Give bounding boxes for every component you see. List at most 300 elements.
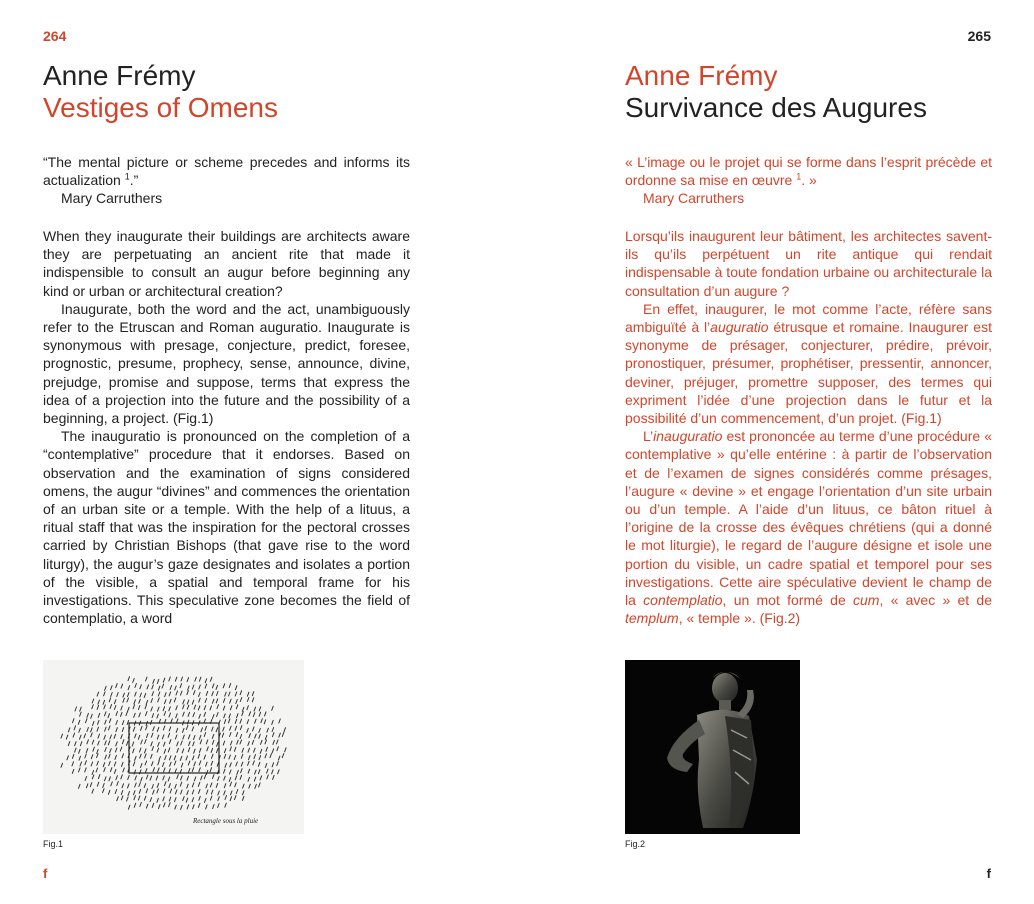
rain-stroke xyxy=(115,755,117,759)
rain-stroke xyxy=(272,728,274,732)
text-run: En effet, inaugurer, le mot comme l’acte, réfère sans ambiguïté à l’ xyxy=(625,300,992,336)
rain-stroke xyxy=(128,677,130,681)
rain-stroke xyxy=(273,775,275,779)
rain-stroke xyxy=(145,740,147,744)
rain-stroke xyxy=(120,747,122,751)
rain-stroke xyxy=(144,784,146,788)
rain-stroke xyxy=(187,791,189,795)
rain-stroke xyxy=(111,693,113,697)
rain-stroke xyxy=(241,769,243,773)
rain-stroke xyxy=(170,762,172,766)
rain-stroke xyxy=(128,707,130,711)
rain-stroke xyxy=(140,693,142,697)
rain-stroke xyxy=(105,741,107,745)
rain-stroke xyxy=(187,776,189,780)
rain-stroke xyxy=(163,678,165,682)
rain-stroke xyxy=(230,699,232,703)
rain-stroke xyxy=(193,756,195,760)
rain-stroke xyxy=(91,755,93,759)
rain-stroke xyxy=(240,691,242,695)
rain-stroke xyxy=(111,686,113,690)
rain-stroke xyxy=(199,768,201,772)
rain-stroke xyxy=(216,728,218,732)
rain-stroke xyxy=(204,733,206,737)
rain-stroke xyxy=(199,748,201,752)
rain-stroke xyxy=(97,782,99,786)
italic-term: contemplatio xyxy=(643,592,723,609)
rain-stroke xyxy=(187,805,189,809)
rain-stroke xyxy=(133,679,135,683)
rain-stroke xyxy=(68,742,70,746)
rain-stroke xyxy=(229,778,231,782)
rain-stroke xyxy=(157,679,159,683)
rain-stroke xyxy=(267,728,269,732)
rain-stroke xyxy=(86,749,88,753)
rain-stroke xyxy=(79,784,81,788)
rain-stroke xyxy=(121,712,123,716)
rain-stroke xyxy=(122,762,124,766)
epigraph-quote: « L’image ou le projet qui se forme dans l’esprit précède et ordonne sa mise en œuvre xyxy=(625,154,992,189)
rain-stroke xyxy=(97,727,99,731)
rain-stroke xyxy=(224,720,226,724)
rain-stroke xyxy=(168,733,170,737)
figure-caption: Fig.2 xyxy=(625,839,646,849)
page-number: 264 xyxy=(43,28,67,44)
rain-stroke xyxy=(194,762,196,766)
rain-stroke xyxy=(270,754,272,758)
rain-stroke xyxy=(211,790,213,794)
rain-stroke xyxy=(127,797,129,801)
rain-stroke xyxy=(199,693,201,697)
rain-stroke xyxy=(114,706,116,710)
rain-stroke xyxy=(210,768,212,772)
page-number: 265 xyxy=(967,28,991,44)
rain-stroke xyxy=(181,790,183,794)
rain-stroke xyxy=(92,740,94,744)
figure-caption: Fig.1 xyxy=(43,839,64,849)
text-run: est prononcée au terme d’une procédure « contemplative » qu’elle entérine : à partir de l’observation et de l’examen de signes considérés comme présages, l’augure « devine » et engage l’orientation d’un site urbain ou d’un temple. A l’aide d’un lituus, ce bâton rituel à l’origine de la crosse des évêques chrétiens (qui a donné le mot liturgie), le regard de l’augure désigne et isole une portion du visible, un cadre spatial et temporel pour ses investigations. Cette aire spéculative devient le champ de la xyxy=(625,428,992,609)
rain-stroke xyxy=(80,712,82,716)
rain-stroke xyxy=(153,727,155,731)
paragraph xyxy=(625,427,992,627)
rain-stroke xyxy=(141,740,143,744)
rain-stroke xyxy=(116,728,118,732)
rain-stroke xyxy=(165,693,167,697)
rain-stroke xyxy=(165,700,167,704)
rain-stroke xyxy=(205,679,207,683)
rain-stroke xyxy=(229,692,231,696)
rain-stroke xyxy=(98,720,100,724)
rain-stroke xyxy=(169,692,171,696)
rain-stroke xyxy=(169,784,171,788)
title-block xyxy=(625,60,927,124)
rain-stroke xyxy=(169,727,171,731)
rain-stroke xyxy=(192,685,194,689)
rain-stroke xyxy=(277,747,279,751)
rain-stroke xyxy=(243,784,245,788)
rain-stroke xyxy=(152,803,154,807)
rain-stroke xyxy=(80,707,82,711)
rain-stroke xyxy=(122,740,124,744)
rain-stroke xyxy=(85,754,87,758)
text-run: , « temple ». (Fig.2) xyxy=(678,610,801,627)
rain-stroke xyxy=(86,719,88,723)
rain-stroke xyxy=(199,761,201,765)
rain-stroke xyxy=(204,712,206,716)
rain-stroke xyxy=(225,803,227,807)
rain-stroke xyxy=(284,728,286,732)
italic-term: templum xyxy=(625,610,679,627)
rain-stroke xyxy=(278,756,280,760)
rain-stroke xyxy=(140,685,142,689)
rain-stroke xyxy=(218,791,220,795)
rain-stroke xyxy=(272,706,274,710)
rain-stroke xyxy=(242,796,244,800)
rain-stroke xyxy=(206,691,208,695)
rain-stroke xyxy=(234,756,236,760)
rain-stroke xyxy=(229,684,231,688)
rain-stroke xyxy=(133,705,135,709)
rain-stroke xyxy=(72,769,74,773)
rain-stroke xyxy=(157,727,159,731)
rain-stroke xyxy=(213,805,215,809)
rain-stroke xyxy=(163,776,165,780)
rain-stroke xyxy=(127,741,129,745)
rain-stroke xyxy=(186,798,188,802)
rain-stroke xyxy=(103,700,105,704)
rain-stroke xyxy=(75,748,77,752)
rain-stroke xyxy=(144,693,146,697)
rain-stroke xyxy=(260,749,262,753)
rain-stroke xyxy=(192,790,194,794)
rain-stroke xyxy=(267,775,269,779)
rain-stroke xyxy=(199,789,201,793)
rain-stroke xyxy=(105,686,107,690)
rain-stroke xyxy=(92,775,94,779)
rain-stroke xyxy=(273,740,275,744)
rain-stroke xyxy=(67,756,69,760)
rain-stroke xyxy=(198,782,200,786)
rain-stroke xyxy=(164,742,166,746)
rain-stroke xyxy=(272,749,274,753)
rain-stroke xyxy=(127,721,129,725)
rain-stroke xyxy=(109,726,111,730)
rain-stroke xyxy=(109,698,111,702)
rain-stroke xyxy=(92,789,94,793)
rain-stroke xyxy=(180,684,182,688)
rain-stroke xyxy=(198,803,200,807)
rain-stroke xyxy=(163,789,165,793)
rain-stroke xyxy=(265,764,267,768)
rain-stroke xyxy=(128,805,130,809)
rain-stroke xyxy=(146,712,148,716)
rain-stroke xyxy=(91,728,93,732)
paragraph: Inaugurate, both the word and the act, unambiguously refer to the Etruscan and Roman auguratio. Inaugurate is synonymous with presage, conjecture, predict, foresee, prognostic, presume, prophecy, sense, announce, divine, prejudge, promise and suppose, terms that express the idea of a projection into the future and the possibility of a beginning, a project. (Fig.1) xyxy=(43,300,410,427)
rain-stroke xyxy=(175,805,177,809)
rain-stroke xyxy=(255,770,257,774)
rain-stroke xyxy=(199,714,201,718)
rain-stroke xyxy=(259,783,261,787)
rain-stroke xyxy=(199,685,201,689)
rain-stroke xyxy=(253,727,255,731)
rain-stroke xyxy=(225,692,227,696)
rain-stroke xyxy=(198,754,200,758)
rain-stroke xyxy=(210,677,212,681)
rain-stroke xyxy=(177,775,179,779)
rain-stroke xyxy=(133,762,135,766)
rain-stroke xyxy=(259,734,261,738)
rain-stroke xyxy=(265,754,267,758)
rain-stroke xyxy=(169,707,171,711)
rain-stroke xyxy=(116,721,118,725)
rain-stroke xyxy=(165,782,167,786)
rain-stroke xyxy=(175,769,177,773)
rain-stroke xyxy=(105,727,107,731)
rain-stroke xyxy=(87,713,89,717)
rain-stroke xyxy=(183,712,185,716)
rain-stroke xyxy=(254,707,256,711)
rain-stroke xyxy=(223,727,225,731)
rain-stroke xyxy=(188,735,190,739)
rain-stroke xyxy=(98,713,100,717)
rain-stroke xyxy=(217,692,219,696)
rain-stroke xyxy=(248,769,250,773)
rain-stroke xyxy=(85,777,87,781)
rain-stroke xyxy=(248,777,250,781)
rain-stroke xyxy=(87,728,89,732)
rain-stroke xyxy=(255,719,257,723)
rain-stroke xyxy=(92,699,94,703)
rain-stroke xyxy=(146,726,148,730)
rain-stroke xyxy=(72,754,74,758)
rain-stroke xyxy=(247,728,249,732)
rain-stroke xyxy=(103,763,105,767)
italic-term: auguratio xyxy=(710,319,769,336)
rain-stroke xyxy=(223,741,225,745)
rain-stroke xyxy=(224,769,226,773)
rain-stroke xyxy=(199,677,201,681)
rain-stroke xyxy=(247,698,249,702)
text-run: étrusque et romaine. Inaugurer est synonyme de présager, conjecturer, prédire, prévoir, pronostiquer, présumer, prophétiser, pressentir, annoncer, deviner, préjuger, promettre supposer, des termes qui expriment l’idée d’une projection dans le futur et la possibilité d’un commencement, d’un projet. (Fig.1) xyxy=(625,319,992,427)
rain-stroke xyxy=(183,705,185,709)
rain-stroke xyxy=(121,791,123,795)
rain-stroke xyxy=(199,698,201,702)
rain-stroke xyxy=(206,762,208,766)
rain-stroke xyxy=(92,771,94,775)
article-title: Vestiges of Omens xyxy=(43,92,279,123)
rain-stroke xyxy=(145,761,147,765)
rain-stroke xyxy=(176,706,178,710)
rain-stroke xyxy=(108,714,110,718)
rain-stroke xyxy=(93,721,95,725)
rain-stroke xyxy=(248,748,250,752)
rain-stroke xyxy=(194,705,196,709)
rain-stroke xyxy=(212,740,214,744)
rain-stroke xyxy=(115,748,117,752)
rain-stroke xyxy=(213,775,215,779)
epigraph-attribution: Mary Carruthers xyxy=(643,190,745,207)
rain-stroke xyxy=(267,769,269,773)
rain-stroke xyxy=(158,768,160,772)
rain-stroke xyxy=(134,791,136,795)
figure-bronze-augur-statuette xyxy=(625,660,800,834)
rain-stroke xyxy=(216,783,218,787)
rain-stroke xyxy=(212,734,214,738)
rain-stroke xyxy=(237,714,239,718)
rain-stroke xyxy=(223,698,225,702)
rain-stroke xyxy=(157,783,159,787)
rain-stroke xyxy=(272,770,274,774)
rain-stroke xyxy=(75,742,77,746)
rain-stroke xyxy=(165,756,167,760)
rain-stroke xyxy=(210,796,212,800)
rain-stroke xyxy=(135,734,137,738)
epigraph-attribution: Mary Carruthers xyxy=(61,190,163,207)
rain-stroke xyxy=(96,768,98,772)
rain-stroke xyxy=(139,713,141,717)
rain-stroke xyxy=(151,699,153,703)
rain-stroke xyxy=(110,768,112,772)
rain-stroke xyxy=(152,747,154,751)
rain-stroke xyxy=(180,782,182,786)
rain-stroke xyxy=(152,762,154,766)
rain-stroke xyxy=(135,783,137,787)
footnote-ref: 1 xyxy=(124,171,130,182)
rain-stroke xyxy=(114,700,116,704)
rain-stroke xyxy=(91,733,93,737)
rain-stroke xyxy=(224,749,226,753)
rain-stroke xyxy=(247,720,249,724)
paragraph: The inauguratio is pronounced on the completion of a “contemplative” procedure that it endorses. Based on observation and the examination of signs considered omens, the augur “divines” and commences the orientation of an urban site or a temple. With the help of a lituus, a ritual staff that was the inspiration for the pectoral crosses carried by Christian Bishops (that gave rise to the word liturgy), the augur’s gaze designates and isolates a portion of the visible, a spatial and temporal frame for his investigations. This speculative zone becomes the field of contemplatio, a word xyxy=(43,428,410,627)
rain-stroke xyxy=(254,748,256,752)
rain-stroke xyxy=(188,748,190,752)
rain-stroke xyxy=(128,784,130,788)
rain-stroke xyxy=(90,783,92,787)
rain-stroke xyxy=(181,776,183,780)
rain-stroke xyxy=(235,796,237,800)
rain-stroke xyxy=(193,713,195,717)
rain-stroke xyxy=(279,733,281,737)
rain-stroke xyxy=(174,756,176,760)
rain-stroke xyxy=(79,756,81,760)
rain-stroke xyxy=(181,691,183,695)
rain-stroke xyxy=(80,762,82,766)
rain-stroke xyxy=(163,707,165,711)
rain-stroke xyxy=(109,762,111,766)
rain-stroke xyxy=(187,691,189,695)
rain-stroke xyxy=(176,714,178,718)
rain-stroke xyxy=(198,706,200,710)
rain-stroke xyxy=(105,720,107,724)
rain-stroke xyxy=(150,798,152,802)
rain-stroke xyxy=(75,707,77,711)
rain-stroke xyxy=(169,797,171,801)
rain-stroke xyxy=(258,770,260,774)
rain-stroke xyxy=(188,761,190,765)
footnote-ref: 1 xyxy=(796,171,802,182)
rain-stroke xyxy=(158,761,160,765)
rain-stroke xyxy=(199,796,201,800)
rain-stroke xyxy=(91,762,93,766)
rain-stroke xyxy=(265,712,267,716)
rain-stroke xyxy=(169,713,171,717)
rain-stroke xyxy=(91,714,93,718)
body-text xyxy=(43,227,410,627)
rain-stroke xyxy=(217,713,219,717)
rain-stroke xyxy=(192,700,194,704)
rain-stroke xyxy=(217,742,219,746)
rain-stroke xyxy=(186,756,188,760)
rain-stroke xyxy=(158,698,160,702)
rain-stroke xyxy=(240,735,242,739)
rain-stroke xyxy=(230,770,232,774)
rain-stroke xyxy=(188,686,190,690)
right-page xyxy=(517,0,1034,904)
rain-stroke xyxy=(192,783,194,787)
text-run: , « avec » et de xyxy=(879,592,992,609)
italic-term: cum xyxy=(852,592,880,609)
rain-stroke xyxy=(277,762,279,766)
rain-stroke xyxy=(212,692,214,696)
rain-stroke xyxy=(249,712,251,716)
rain-stroke xyxy=(279,719,281,723)
rain-stroke xyxy=(228,719,230,723)
rain-stroke xyxy=(261,740,263,744)
rain-stroke xyxy=(146,700,148,704)
rain-stroke xyxy=(103,784,105,788)
rain-stroke xyxy=(157,789,159,793)
rain-stroke xyxy=(80,735,82,739)
rain-stroke xyxy=(128,776,130,780)
rain-stroke xyxy=(223,684,225,688)
rain-stroke xyxy=(176,691,178,695)
rain-stroke xyxy=(146,775,148,779)
rain-stroke xyxy=(97,754,99,758)
rain-stroke xyxy=(222,733,224,737)
rain-stroke xyxy=(61,734,63,738)
rain-stroke xyxy=(181,741,183,745)
text-run: , un mot formé de xyxy=(722,592,853,609)
rain-stroke xyxy=(212,727,214,731)
rain-stroke xyxy=(73,719,75,723)
rain-stroke xyxy=(181,805,183,809)
rain-stroke xyxy=(121,706,123,710)
rain-stroke xyxy=(265,735,267,739)
rain-stroke xyxy=(207,747,209,751)
rain-stroke xyxy=(255,734,257,738)
rain-stroke xyxy=(230,797,232,801)
rain-stroke xyxy=(193,805,195,809)
rain-stroke xyxy=(285,748,287,752)
rain-stroke xyxy=(158,742,160,746)
rain-stroke xyxy=(175,784,177,788)
rain-stroke xyxy=(255,784,256,788)
rain-stroke xyxy=(224,784,226,788)
rain-stroke xyxy=(104,705,106,709)
rain-stroke xyxy=(147,734,149,738)
rain-stroke xyxy=(204,706,206,710)
rain-stroke xyxy=(230,763,232,767)
figure-rain-rectangle xyxy=(43,660,304,834)
rain-stroke xyxy=(258,762,260,766)
rain-stroke xyxy=(247,706,249,710)
rain-stroke xyxy=(206,784,208,788)
rain-stroke xyxy=(259,712,261,716)
rain-stroke xyxy=(169,677,171,681)
rain-stroke xyxy=(157,798,159,802)
rain-stroke xyxy=(225,763,227,767)
figure-inscription: Rectangle sous la pluie xyxy=(193,817,259,825)
